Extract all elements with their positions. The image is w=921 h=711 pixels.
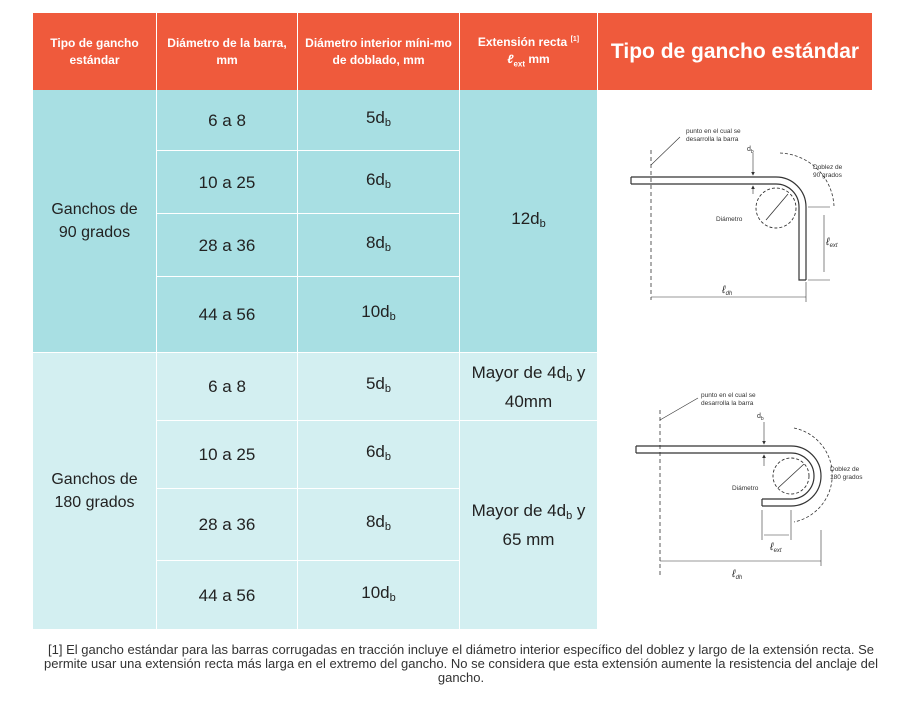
row90-1-bend: $5d_b$: [298, 90, 460, 151]
header-hook-drawing: Tipo de gancho estándar: [598, 13, 872, 90]
group-180-extension-small: Mayor de $4d_b$ y 40mm: [460, 353, 598, 421]
footnote-ref: [1]: [570, 35, 580, 43]
hook90-point-label-1: punto en el cual se: [686, 128, 741, 135]
group-90-label: Ganchos de 90 grados: [33, 90, 157, 353]
hook180-diameter-label: Diámetro: [732, 485, 759, 492]
hook180-db-label: $d_b$: [757, 413, 764, 422]
hook180-bend-label-2: 180 grados: [830, 474, 863, 481]
hook-180-drawing: [598, 380, 872, 620]
row90-1-diameter: 6 a 8: [157, 90, 298, 151]
hook-90-drawing: [598, 90, 872, 330]
row90-3-bend: $8d_b$: [298, 214, 460, 277]
row180-1-diameter: 6 a 8: [157, 353, 298, 421]
header-hook-type: Tipo de gancho estándar: [33, 13, 157, 90]
row90-4-diameter: 44 a 56: [157, 277, 298, 353]
row180-2-diameter: 10 a 25: [157, 421, 298, 489]
hook90-lext-label: ℓext: [826, 236, 838, 249]
row90-3-diameter: 28 a 36: [157, 214, 298, 277]
row90-4-bend: $10d_b$: [298, 277, 460, 353]
hook180-point-label-2: desarrolla la barra: [701, 400, 754, 407]
row180-4-diameter: 44 a 56: [157, 561, 298, 630]
hook90-diameter-label: Diámetro: [716, 216, 743, 223]
row180-4-bend: $10d_b$: [298, 561, 460, 630]
hook90-db-label: $d_b$: [747, 146, 754, 155]
footnote-text: [1] El gancho estándar para las barras corrugadas en tracción incluye el diámetro interior específico del doblez y largo de la extensión recta. Se permite usar una extensión recta más larga en el extremo del gancho. No se considera que esta extensión aumente la resistencia del anclaje del gancho.: [44, 642, 878, 685]
hook90-point-label-2: desarrolla la barra: [686, 136, 739, 143]
row180-1-bend: $5d_b$: [298, 353, 460, 421]
row180-3-bend: $8d_b$: [298, 489, 460, 561]
hook90-ldh-label: ℓdh: [722, 284, 733, 297]
lext-symbol: ℓ: [507, 51, 514, 66]
row90-2-diameter: 10 a 25: [157, 151, 298, 214]
hook-drawings-panel: [598, 90, 872, 630]
hook180-bend-label-1: Doblez de: [830, 466, 860, 473]
header-bar-diameter: Diámetro de la barra, mm: [157, 13, 298, 90]
row180-2-bend: $6d_b$: [298, 421, 460, 489]
hook180-ldh-label: ℓdh: [732, 568, 743, 581]
row90-2-bend: $6d_b$: [298, 151, 460, 214]
group-90-extension: $12d_b$: [460, 90, 598, 353]
group-180-label: Ganchos de 180 grados: [33, 353, 157, 630]
header-straight-extension: Extensión recta [1] ℓ$_{ext}$ mm: [460, 13, 598, 90]
hook180-point-label-1: punto en el cual se: [701, 392, 756, 399]
hook90-bend-label-1: Doblez de: [813, 164, 843, 171]
row180-3-diameter: 28 a 36: [157, 489, 298, 561]
header-inner-diameter: Diámetro interior míni-mo de doblado, mm: [298, 13, 460, 90]
hook90-bend-label-2: 90 grados: [813, 172, 842, 179]
group-180-extension-large: Mayor de $4d_b$ y 65 mm: [460, 421, 598, 630]
hook180-lext-label: ℓext: [770, 541, 782, 554]
